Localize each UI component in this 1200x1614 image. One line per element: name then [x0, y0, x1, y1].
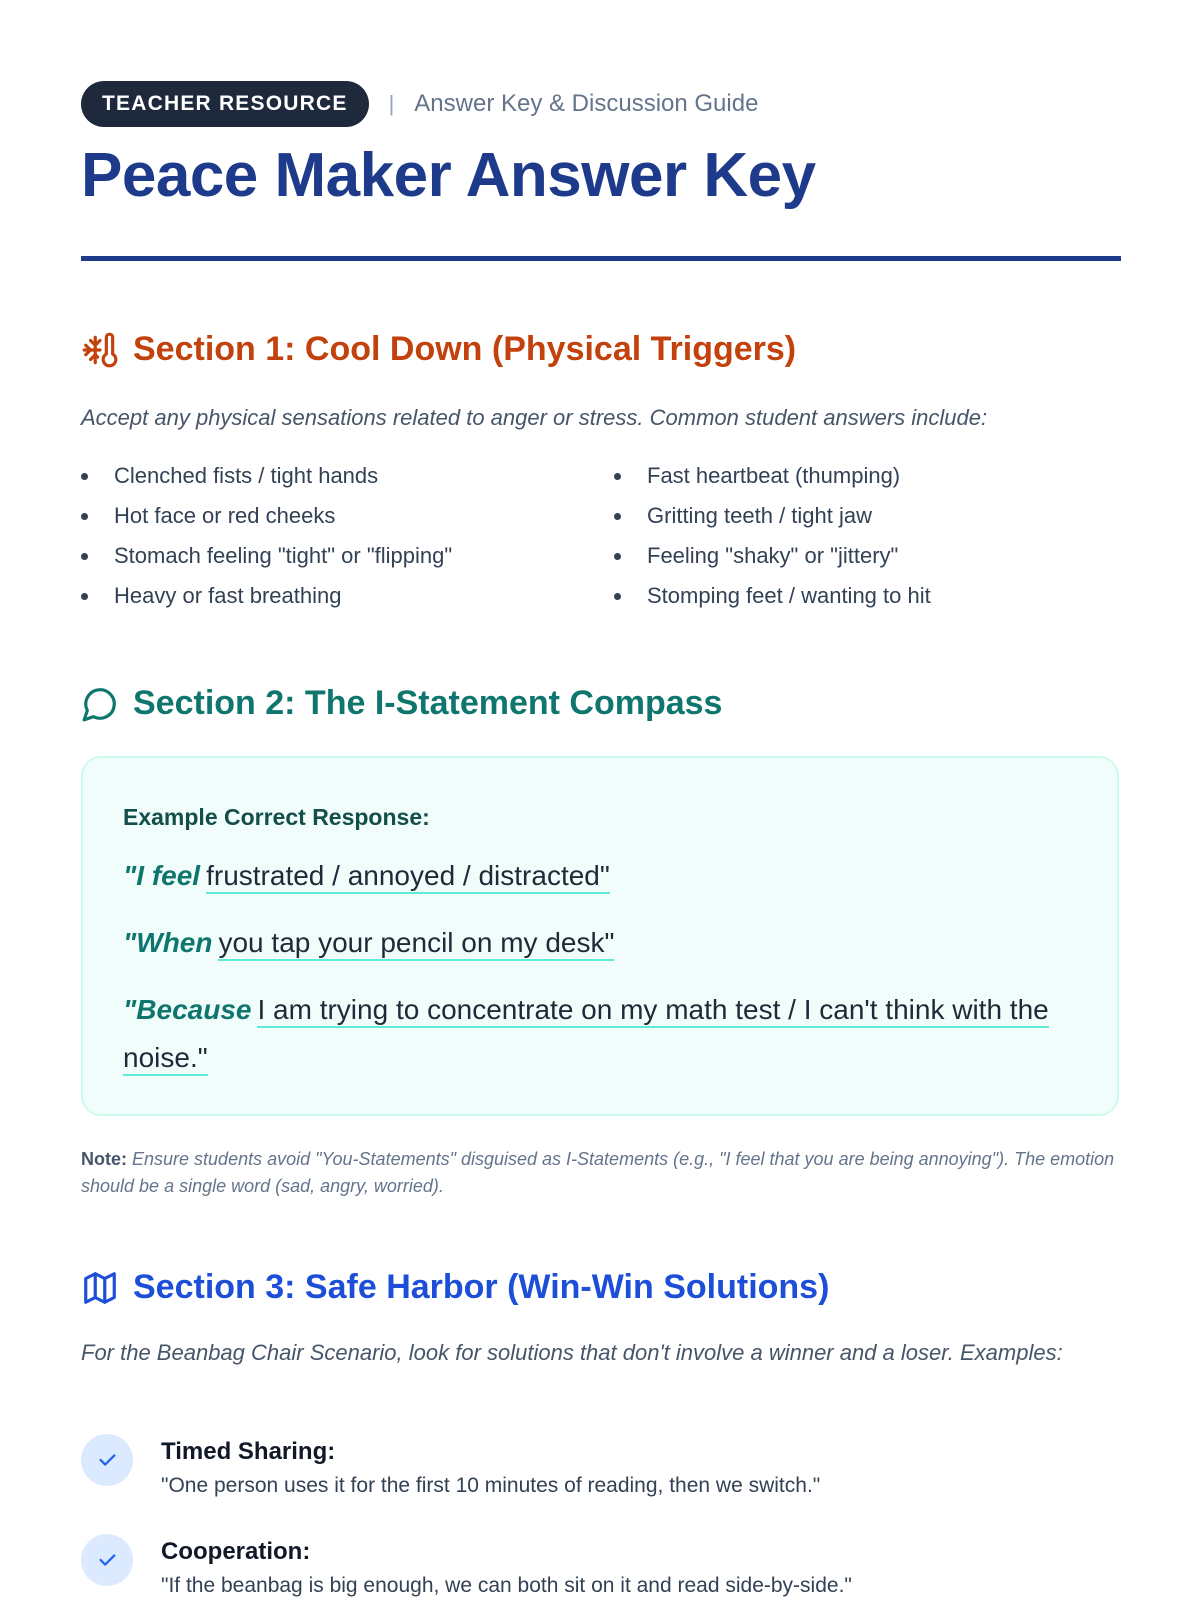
checkmark-icon — [81, 1434, 133, 1486]
map-icon — [81, 1269, 119, 1307]
list-item: Clenched fists / tight hands — [81, 460, 614, 492]
solution-title: Cooperation: — [161, 1538, 311, 1565]
because-line — [123, 986, 1083, 1082]
list-item: Gritting teeth / tight jaw — [614, 500, 1121, 532]
page-title: Peace Maker Answer Key — [81, 141, 816, 210]
teacher-note — [81, 1146, 1121, 1200]
i-feel-prompt: "I feel — [123, 860, 201, 891]
list-item: Hot face or red cheeks — [81, 500, 614, 532]
because-answer: I am trying to concentrate on my math test / I can't think with the noise." — [123, 994, 1049, 1076]
header-row — [81, 81, 758, 127]
header-separator: | — [388, 91, 395, 116]
solution-text: "One person uses it for the first 10 minutes of reading, then we switch." — [161, 1474, 821, 1497]
solution-text: "If the beanbag is big enough, we can both sit on it and read side-by-side." — [161, 1574, 852, 1597]
because-prompt: "Because — [123, 994, 252, 1025]
section2-title: Section 2: The I-Statement Compass — [133, 684, 723, 722]
section2-heading — [81, 684, 722, 723]
section3-heading — [81, 1268, 829, 1307]
i-feel-line — [123, 852, 1083, 900]
note-text: Ensure students avoid "You-Statements" disguised as I-Statements (e.g., "I feel that you are being annoying"). The emotion should be a single word (sad, angry, worried). — [81, 1149, 1115, 1196]
note-label: Note: — [81, 1149, 127, 1169]
trigger-list — [81, 460, 1121, 612]
solution-title: Timed Sharing: — [161, 1438, 336, 1465]
section1-intro: Accept any physical sensations related to anger or stress. Common student answers include: — [81, 405, 988, 430]
speech-bubble-icon — [81, 685, 119, 723]
list-item: Stomach feeling "tight" or "flipping" — [81, 540, 614, 572]
section3-intro: For the Beanbag Chair Scenario, look for solutions that don't involve a winner and a loser. Examples: — [81, 1340, 1063, 1365]
when-answer: you tap your pencil on my desk" — [218, 927, 614, 961]
solution-item — [81, 1434, 1121, 1514]
example-label: Example Correct Response: — [123, 804, 430, 830]
example-response-box — [81, 756, 1119, 1116]
section1-title: Section 1: Cool Down (Physical Triggers) — [133, 330, 797, 368]
when-prompt: "When — [123, 927, 213, 958]
i-feel-answer: frustrated / annoyed / distracted" — [206, 860, 610, 894]
list-item: Feeling "shaky" or "jittery" — [614, 540, 1121, 572]
thermometer-snowflake-icon — [81, 331, 119, 369]
list-item: Stomping feet / wanting to hit — [614, 580, 1121, 612]
checkmark-icon — [81, 1534, 133, 1586]
when-line — [123, 919, 1083, 967]
teacher-resource-badge: TEACHER RESOURCE — [81, 81, 369, 127]
list-item: Fast heartbeat (thumping) — [614, 460, 1121, 492]
list-item: Heavy or fast breathing — [81, 580, 614, 612]
title-divider — [81, 256, 1121, 261]
solution-item — [81, 1534, 1121, 1614]
section1-heading — [81, 330, 796, 369]
header-subtitle: Answer Key & Discussion Guide — [414, 90, 759, 117]
section3-title: Section 3: Safe Harbor (Win-Win Solutions) — [133, 1268, 830, 1306]
